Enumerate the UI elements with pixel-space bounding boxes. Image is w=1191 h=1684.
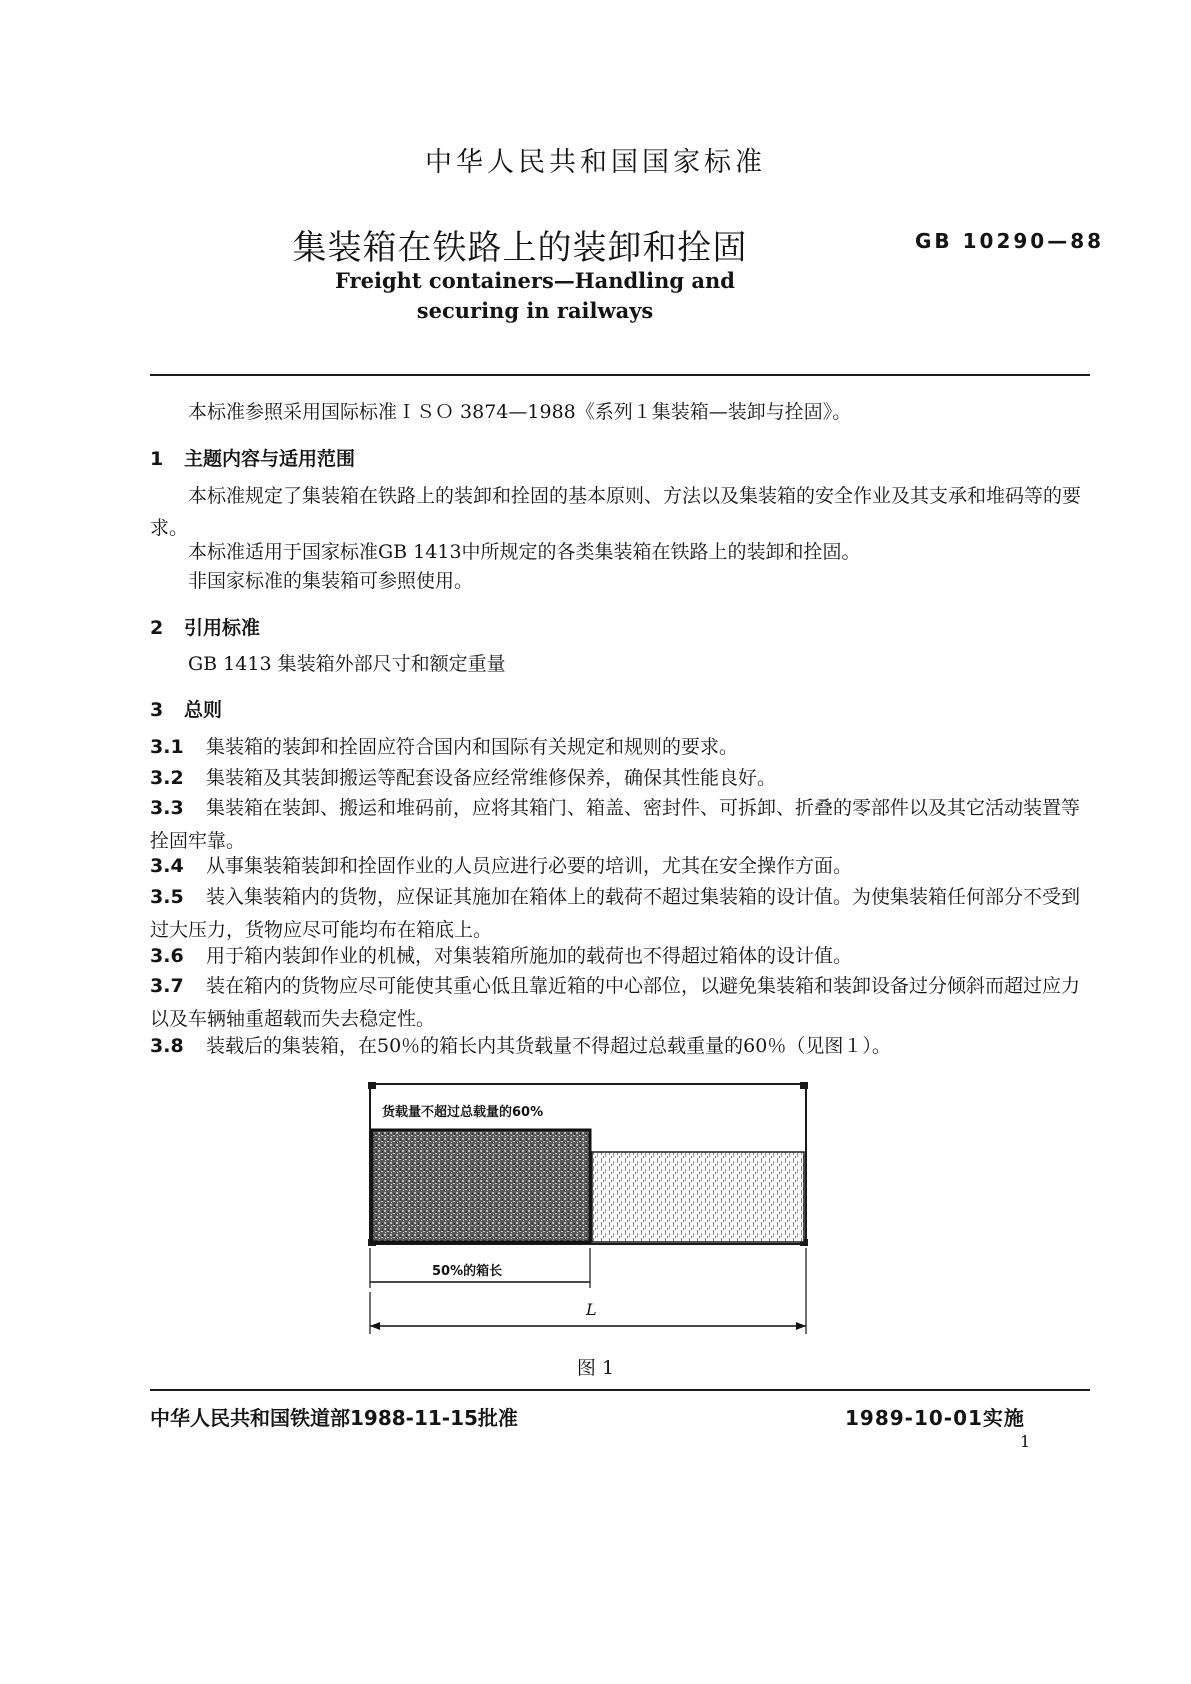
section-1-title: 主题内容与适用范围 — [184, 448, 356, 470]
corner-fitting-top-left — [368, 1082, 376, 1089]
arrow-left — [370, 1322, 380, 1330]
half-length-label: 50%的箱长 — [432, 1264, 503, 1279]
document-title-en-line1: Freight containers—Handling and — [335, 268, 735, 293]
clause-3-7 — [150, 970, 1090, 1036]
clause-text: 用于箱内装卸作业的机械，对集装箱所施加的载荷也不得超过箱体的设计值。 — [206, 945, 853, 967]
section-2-title: 引用标准 — [184, 617, 261, 639]
arrow-right — [796, 1322, 806, 1330]
clause-text: 集装箱及其装卸搬运等配套设备应经常维修保养，确保其性能良好。 — [206, 767, 777, 789]
document-title-en-line2: securing in railways — [416, 298, 654, 323]
clause-number: 3.6 — [150, 945, 184, 967]
clause-number: 3.1 — [150, 736, 184, 758]
clause-3-2 — [150, 762, 1090, 795]
section-1-paragraph-3: 非国家标准的集装箱可参照使用。 — [188, 570, 474, 592]
section-1-heading — [150, 444, 355, 471]
section-1-paragraph-2: 本标准适用于国家标准GB 1413中所规定的各类集装箱在铁路上的装卸和拴固。 — [188, 541, 861, 563]
clause-text: 装在箱内的货物应尽可能使其重心低且靠近箱的中心部位，以避免集装箱和装卸设备过分倾斜而超过应力以及车辆轴重超载而失去稳定性。 — [150, 975, 1081, 1030]
light-cargo-block — [592, 1152, 804, 1242]
clause-text: 集装箱在装卸、搬运和堆码前，应将其箱门、箱盖、密封件、可拆卸、折叠的零部件以及其它活动装置等拴固牢靠。 — [150, 797, 1081, 852]
clause-text: 装入集装箱内的货物，应保证其施加在箱体上的载荷不超过集装箱的设计值。为使集装箱任何部分不受到过大压力，货物应尽可能均布在箱底上。 — [150, 886, 1081, 941]
heavy-cargo-block — [372, 1130, 590, 1242]
clause-text: 集装箱的装卸和拴固应符合国内和国际有关规定和规则的要求。 — [206, 736, 739, 758]
intro-paragraph: 本标准参照采用国际标准ＩＳＯ 3874—1988《系列１集装箱—装卸与拴固》。 — [188, 401, 852, 423]
load-limit-label: 货载量不超过总载量的60% — [382, 1105, 544, 1120]
section-2-reference: GB 1413 集装箱外部尺寸和额定重量 — [188, 653, 506, 675]
figure-1-caption: 图 1 — [576, 1357, 615, 1379]
clause-number: 3.3 — [150, 797, 184, 819]
corner-fitting-top-right — [800, 1082, 808, 1089]
section-2-number: 2 — [150, 617, 164, 639]
footer-rule — [150, 1389, 1090, 1391]
page-number: 1 — [1020, 1432, 1031, 1451]
document-title-cn: 集装箱在铁路上的装卸和拴固 — [292, 228, 748, 268]
clause-3-3 — [150, 792, 1090, 858]
section-3-title: 总则 — [184, 699, 223, 721]
clause-3-4 — [150, 850, 1090, 883]
national-standard-header: 中华人民共和国国家标准 — [425, 147, 766, 178]
clause-number: 3.2 — [150, 767, 184, 789]
clause-number: 3.4 — [150, 855, 184, 877]
section-1-number: 1 — [150, 448, 164, 470]
clause-text: 从事集装箱装卸和拴固作业的人员应进行必要的培训，尤其在安全操作方面。 — [206, 855, 853, 877]
section-3-number: 3 — [150, 699, 164, 721]
approval-statement: 中华人民共和国铁道部1988-11-15批准 — [150, 1406, 518, 1430]
clause-number: 3.5 — [150, 886, 184, 908]
implementation-date: 1989-10-01实施 — [845, 1406, 1025, 1430]
section-1-paragraph-1: 本标准规定了集装箱在铁路上的装卸和拴固的基本原则、方法以及集装箱的安全作业及其支承和堆码等的要求。 — [150, 485, 1082, 539]
total-length-label: L — [586, 1300, 597, 1319]
clause-3-8 — [150, 1030, 1090, 1063]
figure-1-container-diagram — [360, 1078, 820, 1348]
section-2-heading — [150, 613, 260, 640]
clause-number: 3.8 — [150, 1035, 184, 1057]
standard-number: GB 10290—88 — [915, 229, 1105, 253]
header-rule — [150, 374, 1090, 376]
clause-3-5 — [150, 881, 1090, 947]
clause-3-1 — [150, 731, 1090, 764]
clause-3-6 — [150, 940, 1090, 973]
clause-number: 3.7 — [150, 975, 184, 997]
section-3-heading — [150, 695, 222, 722]
clause-text: 装载后的集装箱，在50％的箱长内其货载量不得超过总载重量的60％（见图１）。 — [206, 1035, 891, 1057]
